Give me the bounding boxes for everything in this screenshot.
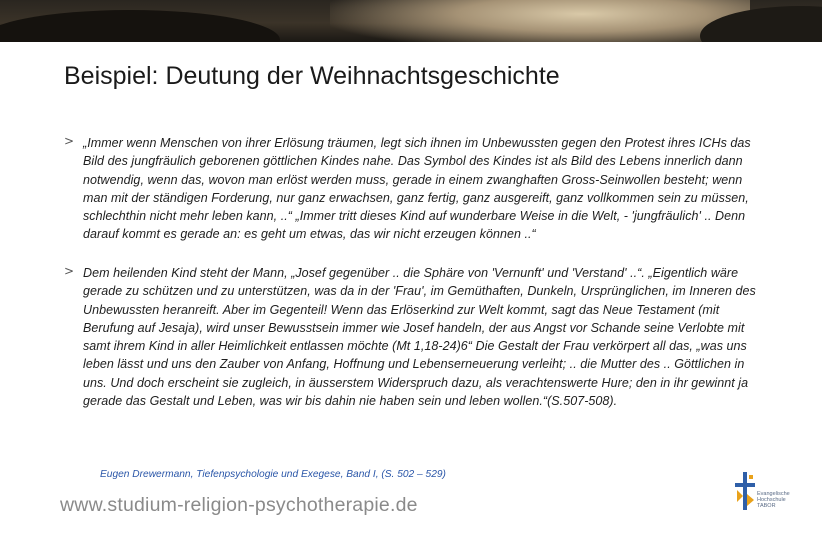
bullet-text: „Immer wenn Menschen von ihrer Erlösung träumen, legt sich ihnen im Unbewussten gegen den Protest ihres ICHs das Bild des jungfräulich geborenen göttlichen Kindes nahe. Das Symbol des Kindes ist als Bild des Lebens innerlich dann notwendig, wenn das, wovon man erlöst werden muss, gerade in einem zwanghaften Gross-Seinwollen besteht; wenn man mit der ständigen Forderung, nur ganz erwachsen, ganz fertig, ganz ausgereift, ganz vollkommen sein zu müssen, schlechthin nicht mehr leben kann, ..“ „Immer tritt dieses Kind auf wunderbare Weise in die Welt, - 'jungfräulich' .. Denn darauf kommt es gerade an: es geht um etwas, das wir nicht erzeugen können ..“ — [83, 136, 751, 242]
logo-line: Hochschule — [757, 497, 786, 503]
citation: Eugen Drewermann, Tiefenpsychologie und Exegese, Band I, (S. 502 – 529) — [100, 469, 446, 480]
header-banner-image — [0, 0, 822, 42]
footer-url: www.studium-religion-psychotherapie.de — [60, 494, 418, 516]
bullet-marker: > — [64, 264, 75, 278]
logo-text — [757, 491, 790, 509]
slide-title: Beispiel: Deutung der Weihnachtsgeschichte — [64, 62, 560, 90]
bullet-marker: > — [64, 134, 75, 148]
logo-line: Evangelische — [757, 491, 790, 497]
bullet-item — [64, 264, 764, 410]
banner-light — [330, 0, 750, 42]
bullet-item — [64, 134, 764, 244]
banner-hill-left — [0, 10, 280, 42]
logo-line: TABOR — [757, 503, 776, 509]
bullet-text: Dem heilenden Kind steht der Mann, „Josef gegenüber .. die Sphäre von 'Vernunft' und 'Verstand' ..“. „Eigentlich wäre gerade zu schützen und zu unterstützen, was da in der 'Frau', im Gemüthaften, Dunkeln, Ursprünglichen, im Inneren des Unbewussten heranreift. Aber im Gegenteil! Wenn das Erlöserkind zur Welt kommt, sagt das Neue Testament (mit Berufung auf Jesaja), wird unser Bewusstsein immer wie Josef handeln, der aus Angst vor Schande seine Verlobte mit samt ihrem Kind in aller Heimlichkeit entlassen möchte (Mt 1,18-24)6“ Die Gestalt der Frau verkörpert all das, „was uns leben lässt und uns den Zauber von Anfang, Hoffnung und Lebenserneuerung verleiht; .. die Mutter des .. Göttlichen in uns. Und doch erscheint sie zugleich, in äusserstem Widerspruch dazu, als verachtenswerte Hure; den in ihr gewinnt ja gerade das Gestalt und Leben, was wir bis dahin nie haben sein und leben wollen.“(S.507-508). — [83, 266, 756, 409]
